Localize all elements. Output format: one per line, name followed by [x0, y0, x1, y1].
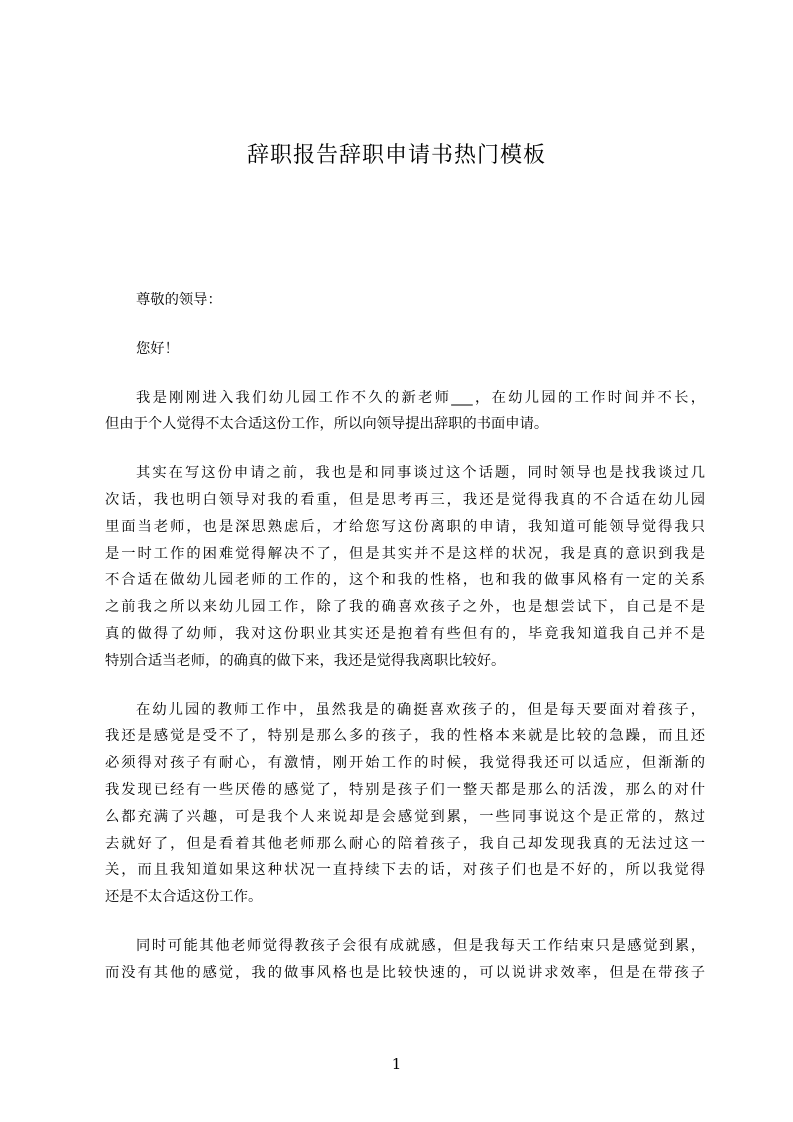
salutation: 尊敬的领导： [136, 292, 222, 308]
document-title: 辞职报告辞职申请书热门模板 [246, 143, 546, 168]
paragraph-line: 我是刚刚进入我们幼儿园工作不久的新老师___，在幼儿园的工作时间并不长， [136, 389, 705, 406]
body-paragraph-4 [105, 933, 705, 987]
body-paragraph-1 [105, 385, 705, 439]
greeting: 您好！ [136, 340, 179, 357]
page-number: 1 [391, 1055, 402, 1073]
paragraph-line: 同时可能其他老师觉得教孩子会很有成就感，但是我每天工作结束只是感觉到累， [136, 937, 705, 954]
paragraph-line: 去就好了，但是看着其他老师那么耐心的陪着孩子，我自己却发现我真的无法过这一 [105, 835, 705, 852]
paragraph-line: 我发现已经有一些厌倦的感觉了，特别是孩子们一整天都是那么的活泼，那么的对什 [105, 781, 705, 798]
paragraph-line: 特别合适当老师，的确真的做下来，我还是觉得我离职比较好。 [105, 652, 506, 669]
paragraph-line: 之前我之所以来幼儿园工作，除了我的确喜欢孩子之外，也是想尝试下，自己是不是 [105, 599, 705, 616]
paragraph-line: 其实在写这份申请之前，我也是和同事谈过这个话题，同时领导也是找我谈过几 [136, 465, 705, 482]
body-paragraph-2 [105, 460, 705, 674]
paragraph-line: 里面当老师，也是深思熟虑后，才给您写这份离职的申请，我知道可能领导觉得我只 [105, 518, 705, 535]
paragraph-line: 在幼儿园的教师工作中，虽然我是的确挺喜欢孩子的，但是每天要面对着孩子， [136, 701, 705, 718]
paragraph-line: 而没有其他的感觉，我的做事风格也是比较快速的，可以说讲求效率，但是在带孩子 [105, 964, 705, 981]
paragraph-line: 真的做得了幼师，我对这份职业其实还是抱着有些但有的，毕竟我知道我自己并不是 [105, 625, 705, 642]
paragraph-line: 不合适在做幼儿园老师的工作的，这个和我的性格，也和我的做事风格有一定的关系 [105, 572, 705, 589]
paragraph-line: 次话，我也明白领导对我的看重，但是思考再三，我还是觉得我真的不合适在幼儿园 [105, 491, 705, 508]
paragraph-line: 但由于个人觉得不太合适这份工作，所以向领导提出辞职的书面申请。 [105, 416, 549, 433]
paragraph-line: 必须得对孩子有耐心，有激情，刚开始工作的时候，我觉得我还可以适应，但渐渐的 [105, 755, 705, 772]
paragraph-line: 还是不太合适这份工作。 [105, 889, 263, 906]
paragraph-line: 么都充满了兴趣，可是我个人来说却是会感觉到累，一些同事说这个是正常的，熬过 [105, 808, 705, 825]
greeting-paragraph [105, 336, 705, 363]
document-body [105, 287, 705, 1009]
body-paragraph-3 [105, 697, 705, 911]
paragraph-line: 关，而且我知道如果这种状况一直持续下去的话，对孩子们也是不好的，所以我觉得 [105, 862, 705, 879]
salutation-paragraph [105, 287, 705, 314]
paragraph-line: 我还是感觉是受不了，特别是那么多的孩子，我的性格本来就是比较的急躁，而且还 [105, 728, 705, 745]
paragraph-line: 是一时工作的困难觉得解决不了，但是其实并不是这样的状况，我是真的意识到我是 [105, 545, 705, 562]
